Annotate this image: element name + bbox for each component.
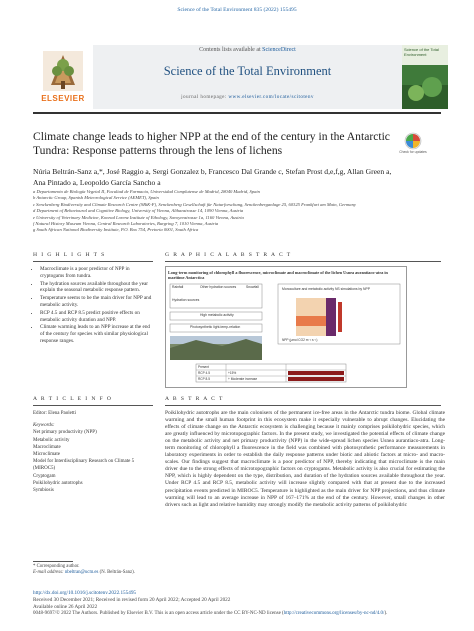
received-dates: Received 30 December 2021; Received in revised form 20 April 2022; Accepted 20 April 2022 <box>33 596 231 603</box>
ga-table-cell: + Moderate increase <box>228 377 258 381</box>
sciencedirect-link[interactable]: ScienceDirect <box>262 47 296 53</box>
affiliation-f: f Natural History Museum Vienna, Central Research Laboratories, Burgring 7, 1010 Vienna, Austria <box>33 221 219 227</box>
abstract-text: Poikilohydric autotrophs are the main colonisers of the permanent ice-free areas in the Antarctic tundra biome. Global climate warming and the small human footprint in this ecosystem make it especially vulnerable to abrupt changes. Elucidating the effects of climate change on the Antarctic ecosystem is challenging because it mainly comprises poikilohydric species, which are greatly influenced by microtopographic factors. In the present study, we investigated the potential effects of climate change on the metabolic activity and net primary productivity (NPP) in the wide-spread lichen species Usnea aurantiaco-atra. Long-term monitoring of chlorophyll a fluorescence in the field was combined with photosynthetic performance measurements in laboratory experiments in order to establish the daily response patterns under biotic and abiotic factors at micro- and macro-scales. Our findings suggest that macroclimate is a poor predictor of NPP, thereby indicating that microclimate is the main driver due to the strong effects of microtopographic factors on cryptogams. Metabolic activity is also crucial for estimating the NPP, which is highly dependent on the type, distribution, and duration of the hydration sources available throughout the year. Under RCP 4.5 and RCP 8.5, metabolic activity will increase slightly compared with that at present due to the increased precipitation events predicted in MIROC5. Temperature is highlighted as the main driver for NPP projections, and thus climate warming will lead to an average increase in NPP of 167–171% at the end of the century. However, small changes in other drivers such as light and relative humidity may strongly modify the metabolic activity patterns of poikilohydric <box>165 410 445 508</box>
authors-line-1: Núria Beltrán-Sanz a,*, José Raggio a, Sergi Gonzalez b, Francesco Dal Grande c, Stefan Prost d,e,f,g, Allan Green a, <box>33 167 392 176</box>
highlights-rule <box>33 261 153 262</box>
author-list <box>33 166 443 188</box>
keyword-item: Poikilohydric autotrophs <box>33 480 83 486</box>
ga-table-row-label: RCP 4.5 <box>198 371 210 375</box>
highlight-item: • Macroclimate is a poor predictor of NPP in cryptogams from tundra. <box>40 266 153 280</box>
ga-right-caption: NPP (μmol CO2 m⁻² s⁻¹) <box>282 338 318 342</box>
highlight-item: • Temperature seems to be the main driver for NPP and metabolic activity. <box>40 295 153 309</box>
license-prefix: 0048-9697/© 2022 The Authors. Published by Elsevier B.V. This is an open access article under the CC BY-NC-ND license ( <box>33 611 284 616</box>
ga-table-row-label: RCP 8.5 <box>198 377 210 381</box>
email-line <box>33 570 233 576</box>
article-info-heading: A R T I C L E I N F O <box>33 396 113 402</box>
affiliation-g: g South African National Biodiversity Institute, P.O. Box 754, Pretoria 0001, South Africa <box>33 227 199 233</box>
keyword-item: Metabolic activity <box>33 437 70 443</box>
article-title: Climate change leads to higher NPP at the end of the century in the Antarctic Tundra: Response patterns through the lens of lichens <box>33 130 390 157</box>
authors-line-2: Ana Pintado a, Leopoldo García Sancho a <box>33 178 161 187</box>
affiliation-a: a Departamento de Biología Vegetal II, Facultad de Farmacia, Universidad Complutense de Madrid, 28040 Madrid, Spain <box>33 189 260 194</box>
highlight-item: • Climate warming leads to an NPP increase at the end of the century for species with similar physiological response ranges. <box>40 324 153 344</box>
corresponding-author: * Corresponding author. <box>33 564 80 569</box>
license-statement <box>33 611 463 618</box>
contents-line <box>93 47 402 53</box>
abstract-heading: A B S T R A C T <box>165 396 224 402</box>
ga-activity-label: High metabolic activity <box>200 313 234 317</box>
journal-title[interactable]: Science of the Total Environment <box>163 64 332 78</box>
keyword-item: Net primary productivity (NPP) <box>33 430 97 436</box>
highlights-list <box>33 266 153 346</box>
footnote <box>33 564 233 577</box>
crossmark-label: Check for updates <box>399 150 427 154</box>
ga-photosynthesis-label: Photosynthetic light-temp-relation <box>190 325 241 329</box>
highlights-heading: H I G H L I G H T S <box>33 252 106 258</box>
license-suffix: ). <box>384 611 388 616</box>
homepage-prefix: journal homepage: <box>181 94 229 100</box>
email-label: E-mail address: <box>33 570 65 576</box>
article-info-rule <box>33 405 153 406</box>
abstract-rule <box>165 405 441 406</box>
available-online: Available online 26 April 2022 <box>33 603 98 610</box>
keyword-item: Symbiosis <box>33 488 54 494</box>
email-suffix: (N. Beltrán-Sanz). <box>98 570 135 576</box>
affiliation-b: b Antarctic Group, Spanish Meteorological Service (AEMET), Spain <box>33 195 159 201</box>
keyword-item: Microclimate <box>33 452 60 458</box>
ga-center-label: Other hydration sources <box>200 285 237 289</box>
ga-right-title: Monoculture and metabolic activity NS simulations by NPP <box>282 287 371 291</box>
highlight-item: • The hydration sources available throughout the year explain the seasonal metabolic response pattern. <box>40 281 153 295</box>
journal-homepage <box>93 94 402 100</box>
contents-prefix: Contents lists available at <box>199 47 263 53</box>
graphical-abstract-title: Long-term monitoring of chlorophyll a fluorescence, microclimate and macroclimate of the lichen Usnea aurantiaco-atra in maritime Antarctica <box>168 270 388 280</box>
journal-reference[interactable]: Science of the Total Environment 835 (2022) 155495 <box>177 7 297 13</box>
ga-snowfall-label: Snowfall <box>246 285 259 289</box>
affiliation-e: e University of Veterinary Medicine, Konrad Lorenz Institute of Ethology, Savoyenstrasse 1a, 1160 Vienna, Austria <box>33 214 244 220</box>
header-rule <box>33 112 441 114</box>
article-info <box>33 410 153 494</box>
homepage-link[interactable]: www.elsevier.com/locate/scitotenv <box>228 94 314 100</box>
graphical-abstract-heading: G R A P H I C A L A B S T R A C T <box>165 252 292 258</box>
elsevier-wordmark: ELSEVIER <box>41 94 85 103</box>
email-link[interactable]: nbeltran@ucm.es <box>64 570 99 576</box>
doi-link[interactable]: http://dx.doi.org/10.1016/j.scitotenv.2022.155495 <box>33 590 137 596</box>
footnote-rule <box>33 561 73 562</box>
highlight-item: • RCP 4.5 and RCP 8.5 predict positive effects on metabolic activity duration and NPP. <box>40 310 153 324</box>
graphical-abstract-rule <box>165 261 441 262</box>
ga-hydration-label: Hydration sources <box>172 298 200 302</box>
editor-line: Editor: Elena Paoletti <box>33 411 77 416</box>
ga-table-cell: +15% <box>228 371 237 375</box>
ga-rainfall-label: Rainfall <box>172 285 184 289</box>
cover-title: Science of the Total Environment <box>404 47 439 57</box>
affiliation-d: d Department of Behavioural and Cognitive Biology, University of Vienna, Althanstrasse 14, 1090 Vienna, Austria <box>33 208 244 214</box>
license-link[interactable]: http://creativecommons.org/licenses/by-nc-nd/4.0/ <box>283 611 385 616</box>
keyword-item: Model for Interdisciplinary Research on Climate 5 (MIROC5) <box>33 459 135 472</box>
keyword-item: Macroclimate <box>33 444 61 450</box>
ga-table-row-label: Present <box>198 365 209 369</box>
affiliations <box>33 189 443 234</box>
affiliation-c: c Senckenberg Biodiversity and Climate Research Centre (SBiK-F), Senckenberg Gesellschaft für Naturforschung, Senckenberganlage 25, 60325 Frankfurt am Main, Germany <box>33 201 356 207</box>
keyword-item: Cryptogam <box>33 473 56 479</box>
keywords-label: Keywords: <box>33 423 55 429</box>
doi-block <box>33 590 433 610</box>
